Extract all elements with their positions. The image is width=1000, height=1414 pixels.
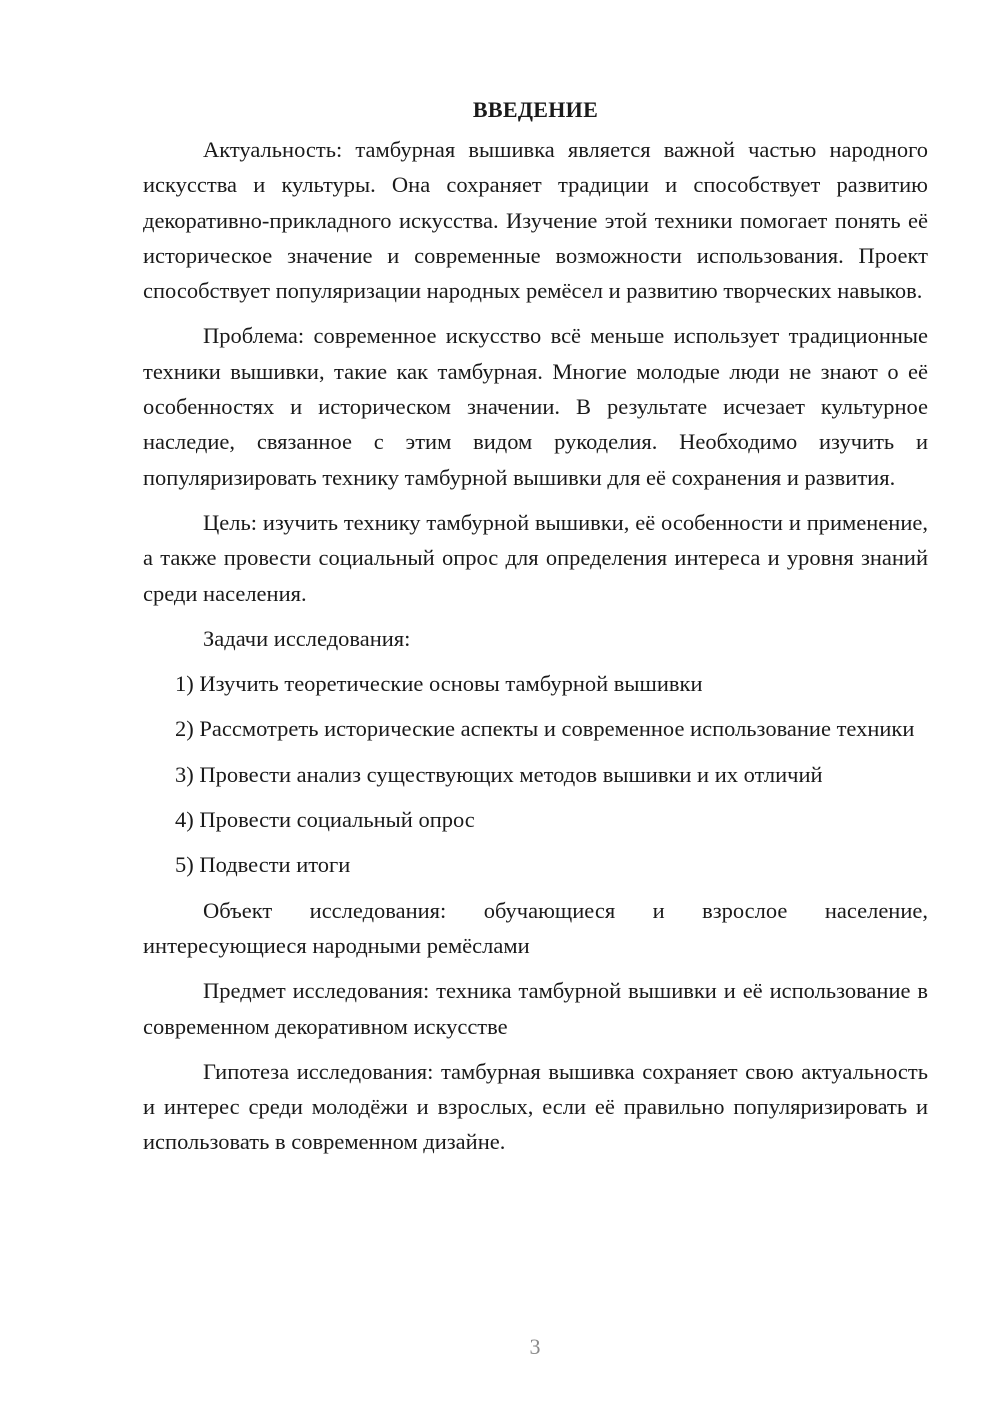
page-title: ВВЕДЕНИЕ: [472, 97, 599, 122]
task-item: 2) Рассмотреть исторические аспекты и современное использование техники: [175, 716, 915, 742]
task-item: 5) Подвести итоги: [175, 852, 351, 878]
paragraph-goal: Цель: изучить технику тамбурной вышивки, её особенности и применение, а также провести социальный опрос для определения интереса и уровня знаний среди населения.: [143, 509, 928, 606]
document-page: [143, 95, 928, 1170]
task-item: 4) Провести социальный опрос: [175, 807, 475, 833]
paragraph-problem: Проблема: современное искусство всё меньше использует традиционные техники вышивки, такие как тамбурная. Многие молодые люди не знают о её особенностях и историческом значении. В результате исчезает культурное наследие, связанное с этим видом рукоделия. Необходимо изучить и популяризировать технику тамбурной вышивки для её сохранения и развития.: [143, 323, 928, 490]
paragraph-hypothesis: Гипотеза исследования: тамбурная вышивка сохраняет свою актуальность и интерес среди молодёжи и взрослых, если её правильно популяризировать и использовать в современном дизайне.: [143, 1058, 928, 1155]
paragraph-subject: Предмет исследования: техника тамбурной вышивки и её использование в современном декоративном искусстве: [143, 978, 928, 1039]
task-item: 3) Провести анализ существующих методов вышивки и их отличий: [175, 761, 823, 787]
paragraph-relevance: Актуальность: тамбурная вышивка является важной частью народного искусства и культуры. Она сохраняет традиции и способствует развитию декоративно-прикладного искусства. Изучение этой техники помогает понять её историческое значение и современные возможности использования. Проект способствует популяризации народных ремёсел и развитию творческих навыков.: [143, 137, 928, 304]
paragraph-object: Объект исследования: обучающиеся и взрослое население, интересующиеся народными ремёслами: [143, 897, 928, 958]
page-number: 3: [529, 1334, 541, 1359]
tasks-heading: Задачи исследования:: [203, 625, 411, 651]
task-item: 1) Изучить теоретические основы тамбурной вышивки: [175, 671, 703, 697]
